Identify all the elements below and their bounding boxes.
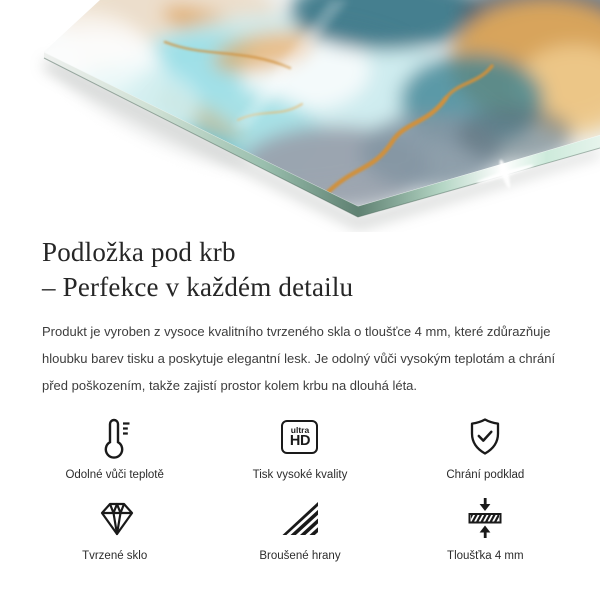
polished-edges-icon <box>278 495 322 541</box>
feature-label: Chrání podklad <box>446 469 525 481</box>
feature-protects-surface <box>393 414 578 482</box>
feature-polished-edges <box>207 495 392 563</box>
diamond-icon <box>93 495 137 541</box>
feature-label: Tloušťka 4 mm <box>447 550 524 562</box>
shield-check-icon <box>463 414 507 460</box>
ultra-hd-icon <box>281 414 318 460</box>
feature-heat-resistant <box>22 414 207 482</box>
feature-tempered-glass <box>22 495 207 563</box>
feature-label: Tvrzené sklo <box>82 550 148 562</box>
product-description: Produkt je vyroben z vysoce kvalitního tvrzeného skla o tloušťce 4 mm, které zdůrazňuje hloubku barev tisku a poskytuje elegantní lesk. Je odolný vůči vysokým teplotám a chrání před poškozením, takže zajistí prostor kolem krbu na dlouhá léta. <box>42 324 556 393</box>
feature-label: Broušené hrany <box>259 550 341 562</box>
feature-thickness <box>393 495 578 563</box>
product-photo <box>0 0 600 232</box>
uhd-badge-top: ultra <box>290 425 310 435</box>
feature-print-quality <box>207 414 392 482</box>
uhd-badge-bottom: HD <box>289 433 311 449</box>
glass-panel-image <box>0 0 600 232</box>
thermometer-icon <box>93 414 137 460</box>
feature-label: Odolné vůči teplotě <box>65 469 164 481</box>
page-title-line1: Podložka pod krb <box>42 237 236 267</box>
page-title-line2: – Perfekce v každém detailu <box>42 272 354 302</box>
feature-label: Tisk vysoké kvality <box>252 469 348 481</box>
features-grid <box>0 414 600 563</box>
thickness-icon <box>463 495 507 541</box>
